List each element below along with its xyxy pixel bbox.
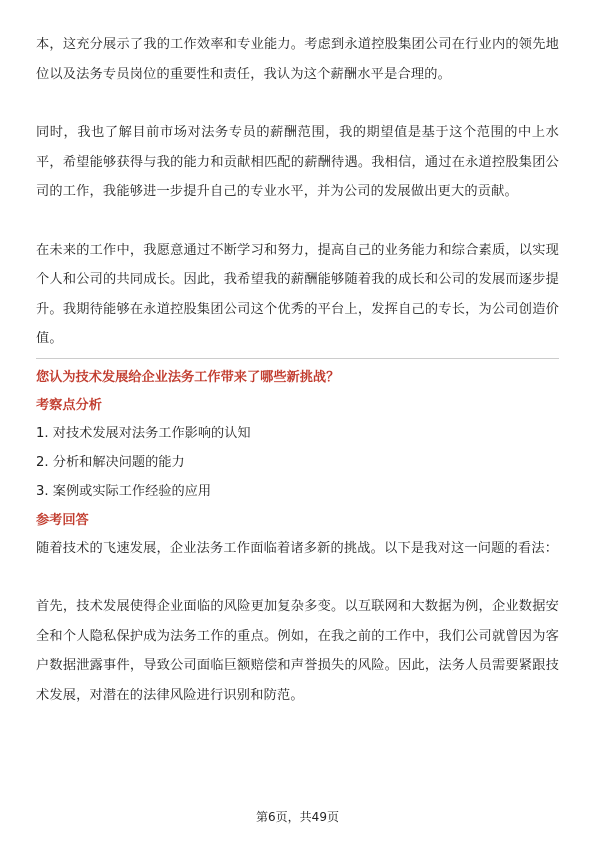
analysis-point: 1. 对技术发展对法务工作影响的认知 xyxy=(36,425,251,441)
section-divider xyxy=(36,358,559,359)
paragraph: 同时，我也了解目前市场对法务专员的薪酬范围，我的期望值是基于这个范围的中上水平，希望能够获得与我的能力和贡献相匹配的薪酬待遇。我相信，通过在永道控股集团公司的工作，我能够进一步提升自己的专业水平，并为公司的发展做出更大的贡献。 xyxy=(36,125,559,199)
question-heading: 您认为技术发展给企业法务工作带来了哪些新挑战？ xyxy=(36,369,340,385)
analysis-point: 2. 分析和解决问题的能力 xyxy=(36,454,185,470)
answer-paragraph: 首先，技术发展使得企业面临的风险更加复杂多变。以互联网和大数据为例，企业数据安全和个人隐私保护成为法务工作的重点。例如，在我之前的工作中，我们公司就曾因为客户数据泄露事件，导致公司面临巨额赔偿和声誉损失的风险。因此，法务人员需要紧跟技术发展，对潜在的法律风险进行识别和防范。 xyxy=(36,599,559,703)
answer-paragraph: 随着技术的飞速发展，企业法务工作面临着诸多新的挑战。以下是我对这一问题的看法： xyxy=(36,540,559,556)
analysis-heading: 考察点分析 xyxy=(36,397,102,413)
analysis-point: 3. 案例或实际工作经验的应用 xyxy=(36,483,212,499)
paragraph: 在未来的工作中，我愿意通过不断学习和努力，提高自己的业务能力和综合素质，以实现个人和公司的共同成长。因此，我希望我的薪酬能够随着我的成长和公司的发展而逐步提升。我期待能够在永道控股集团公司这个优秀的平台上，发挥自己的专长，为公司创造价值。 xyxy=(36,242,559,346)
paragraph: 本，这充分展示了我的工作效率和专业能力。考虑到永道控股集团公司在行业内的领先地位以及法务专员岗位的重要性和责任，我认为这个薪酬水平是合理的。 xyxy=(36,37,559,82)
document-body xyxy=(36,30,559,710)
page-footer: 第6页，共49页 xyxy=(256,810,339,824)
answer-heading: 参考回答 xyxy=(36,512,89,528)
